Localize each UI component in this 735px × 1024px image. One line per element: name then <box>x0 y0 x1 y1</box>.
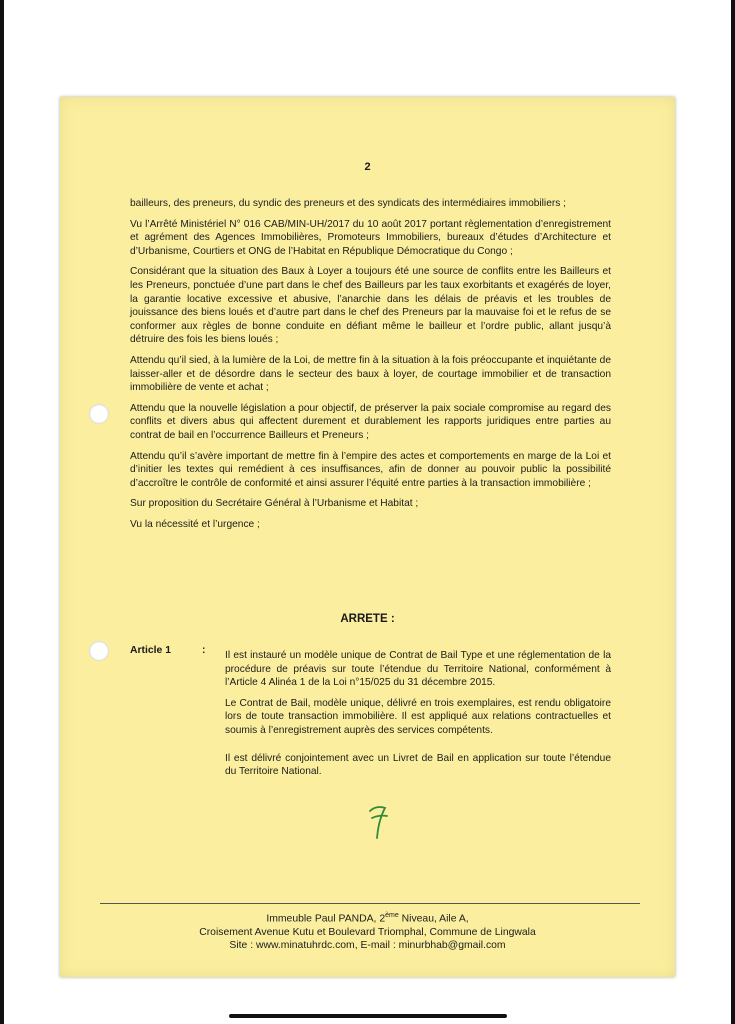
footer-line-1: Immeuble Paul PANDA, 2ème Niveau, Aile A, <box>266 912 469 925</box>
footer-line-2: Croisement Avenue Kutu et Boulevard Triomphal, Commune de Lingwala <box>199 926 536 938</box>
paragraph-syndicats: bailleurs, des preneurs, du syndic des preneurs et des syndicats des intermédiaires immobiliers ; <box>130 198 567 209</box>
paragraph-proposition: Sur proposition du Secrétaire Général à l’Urbanisme et Habitat ; <box>130 498 419 510</box>
footer-line-3: Site : www.minatuhrdc.com, E-mail : minurbhab@gmail.com <box>229 939 506 951</box>
page-number: 2 <box>364 161 371 173</box>
punch-hole-bottom <box>89 641 109 661</box>
preamble-text <box>130 197 611 538</box>
document-page <box>60 97 675 977</box>
paragraph-considerant: Considérant que la situation des Baux à Loyer a toujours été une source de conflits entre les Bailleurs et les Preneurs, ponctuée d’une part dans le chef des Bailleurs par les taux exorbitants et exagérés de loyer, la garantie locative excessive et abusive, l’anarchie dans les délais de préavis et les troubles de jouissance des biens loués et d’autre part dans le chef des Preneurs par la mauvaise foi et le refus de se conformer aux règles de bonne conduite en défiant même le bailleur et l’ordre public, allant jusqu’à détruire des fois les biens loués ; <box>130 266 611 346</box>
article-label: Article 1 <box>130 645 172 656</box>
paragraph-attendu-empire: Attendu qu’il s’avère important de mettre fin à l’empire des actes et comportements en marge de la Loi et d’initier les textes qui remédient à ces insuffisances, afin de donner au pouvoir public la possibilité d’accroître le contrôle de conformité et ainsi assurer l’équité entre parties à la transaction immobilière ; <box>130 450 611 489</box>
article-paragraph-1: Il est instauré un modèle unique de Contrat de Bail Type et une réglementation de la procédure de préavis sur toute l’étendue du Territoire National, conformément à l’Article 4 Alinéa 1 de la Loi n°15/025 du 31 décembre 2015. <box>225 650 611 689</box>
footer-address <box>60 909 675 952</box>
paragraph-attendu-sied: Attendu qu’il sied, à la lumière de la Loi, de mettre fin à la situation à la fois préoccupante et inquiétante de laisser-aller et de désordre dans le secteur des baux à loyer, de courtage immobilier et de transaction immobilière de vente et achat ; <box>130 354 611 394</box>
footer-divider <box>100 903 640 904</box>
punch-hole-top <box>89 404 109 424</box>
viewer-left-edge <box>0 0 4 1024</box>
paragraph-arrete-ministeriel: Vu l’Arrêté Ministériel N° 016 CAB/MIN-UH/2017 du 10 août 2017 portant règlementation d’enregistrement et agrément des Agences Immobilières, Promoteurs Immobiliers, bureaux d’études d’Architecture et d’Urbanisme, Courtiers et ONG de l’Habitat en République Démocratique du Congo ; <box>130 218 611 257</box>
viewer-right-edge <box>731 0 735 1024</box>
paragraph-necessite: Vu la nécessité et l’urgence ; <box>130 518 260 530</box>
handwritten-mark <box>366 802 390 842</box>
arrete-heading: ARRETE : <box>340 613 395 625</box>
home-indicator[interactable] <box>229 1014 507 1018</box>
article-body <box>225 649 611 786</box>
article-colon: : <box>202 645 206 656</box>
article-paragraph-2: Le Contrat de Bail, modèle unique, délivré en trois exemplaires, est rendu obligatoire lors de toute transaction immobilière. Il est appliqué aux relations contractuelles et soumis à l’enregistrement auprès des services compétents. <box>225 697 611 736</box>
paragraph-attendu-legislation: Attendu que la nouvelle législation a pour objectif, de préserver la paix sociale compromise au regard des conflits et divers abus qui affectent durement et durablement les rapports juridiques entre parties au contrat de bail en l’occurrence Bailleurs et Preneurs ; <box>130 402 611 441</box>
article-paragraph-3: Il est délivré conjointement avec un Livret de Bail en application sur toute l’étendue du Territoire National. <box>225 752 611 778</box>
